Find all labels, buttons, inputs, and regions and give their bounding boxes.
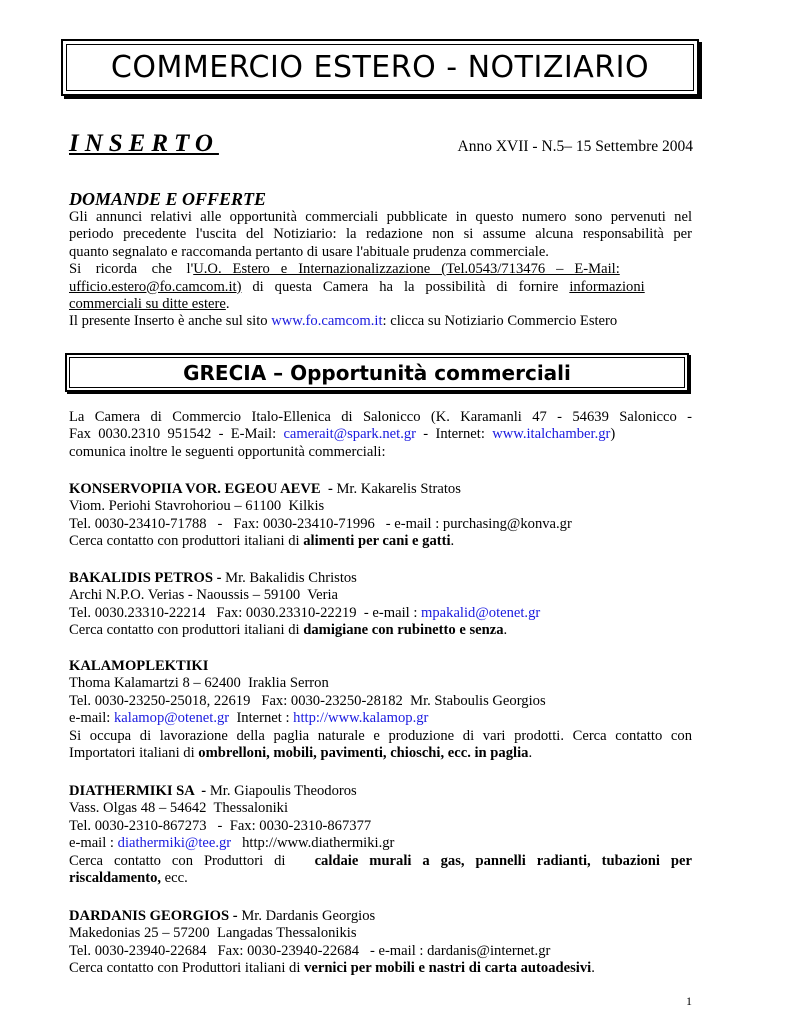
product: alimenti per cani e gatti: [303, 533, 451, 550]
company-contact: Mr. Dardanis Georgios: [241, 908, 376, 924]
website-link[interactable]: http://www.kalamop.gr: [293, 710, 429, 727]
chamber-website-link[interactable]: www.italchamber.gr: [492, 426, 611, 443]
intro-line: [69, 426, 692, 443]
text: Il presente Inserto è anche sul sito: [69, 313, 272, 330]
company-heading: [69, 481, 692, 498]
text: Cerca contatto con Produttori di: [69, 852, 297, 869]
company-contact: Mr. Bakalidis Christos: [225, 570, 357, 586]
insert-title: INSERTO: [69, 130, 219, 157]
text: Fax 0030.2310 951542 - E-Mail:: [69, 426, 284, 443]
company-email: [69, 835, 692, 852]
text: e-mail:: [69, 710, 114, 727]
text: .: [503, 622, 508, 639]
company-phone: Tel. 0030-23250-25018, 22619 Fax: 0030-23250-28182 Mr. Staboulis Georgios: [69, 692, 546, 709]
page-number: 1: [686, 994, 692, 1008]
text: Importatori italiani di: [69, 744, 199, 761]
company-entry: [69, 570, 692, 640]
text: .: [450, 533, 455, 550]
text: Cerca contatto con produttori italiani di: [69, 533, 304, 550]
intro-line: Gli annunci relativi alle opportunità commerciali pubblicate in questo numero sono pervenuti nel: [69, 209, 692, 225]
product: caldaie murali a gas, pannelli radianti, tubazioni per: [314, 852, 692, 869]
company-entry: [69, 908, 692, 978]
text: Cerca contatto con Produttori italiani di: [69, 960, 305, 977]
company-phone: Tel. 0030-23410-71788 - Fax: 0030-23410-71996 - e-mail : purchasing@konva.gr: [69, 515, 572, 532]
company-request: [69, 745, 692, 762]
intro-line: quanto segnalato e raccomanda pertanto di usare l'abituale prudenza commerciale.: [69, 243, 549, 260]
company-description: Si occupa di lavorazione della paglia naturale e produzione di vari prodotti. Cerca contatto con: [69, 727, 692, 744]
website-line: [69, 313, 692, 330]
company-contact: Mr. Kakarelis Stratos: [336, 481, 461, 497]
text: e-mail :: [69, 835, 118, 852]
company-phone: Tel. 0030-23940-22684 Fax: 0030-23940-22684 - e-mail : dardanis@internet.gr: [69, 942, 551, 959]
text: : clicca su Notiziario Commercio Estero: [382, 313, 618, 330]
company-phone: Tel. 0030-2310-867273 - Fax: 0030-2310-867377: [69, 817, 372, 834]
website-link[interactable]: www.fo.camcom.it: [271, 313, 383, 330]
text: .: [225, 295, 230, 312]
office-reference: U.O. Estero e Internazionalizzazione (Tel.0543/713476 – E-Mail:: [193, 261, 620, 278]
greece-banner: [65, 353, 689, 392]
product: vernici per mobili e nastri di carta autoadesivi: [304, 960, 592, 977]
company-request: [69, 622, 692, 639]
company-request: [69, 533, 692, 550]
company-request: [69, 870, 692, 887]
intro-line: periodo precedente l'uscita del Notiziario: la redazione non si assume alcuna responsabilità per: [69, 226, 692, 243]
text: Internet :: [229, 710, 294, 727]
company-entry: [69, 481, 692, 551]
contact-office-line: [69, 296, 692, 313]
text: http://www.diathermiki.gr: [231, 835, 395, 852]
newsletter-title: COMMERCIO ESTERO - NOTIZIARIO: [110, 50, 650, 85]
insert-header: [69, 130, 693, 162]
company-contact: Mr. Giapoulis Theodoros: [209, 783, 357, 799]
text: - Internet:: [416, 426, 493, 443]
greece-title: GRECIA – Opportunità commerciali: [183, 360, 571, 385]
company-email: [69, 710, 692, 727]
text: .: [591, 960, 595, 977]
email-link[interactable]: diathermiki@tee.gr: [117, 835, 232, 852]
company-name: KALAMOPLEKTIKI: [69, 658, 209, 674]
company-address: Makedonias 25 – 57200 Langadas Thessalonikis: [69, 925, 357, 942]
text: Cerca contatto con produttori italiani di: [69, 622, 304, 639]
company-name: BAKALIDIS PETROS -: [69, 570, 226, 586]
greece-intro: [69, 409, 692, 461]
newsletter-banner: [61, 39, 699, 96]
company-heading: [69, 570, 692, 587]
text: Tel. 0030.23310-22214 Fax: 0030.23310-22219 - e-mail :: [69, 604, 422, 621]
section-title: DOMANDE E OFFERTE: [69, 189, 267, 209]
product: damigiane con rubinetto e senza: [303, 622, 504, 639]
office-email[interactable]: ufficio.estero@fo.camcom.it): [69, 278, 242, 295]
contact-office-line: [69, 279, 692, 296]
info-link[interactable]: informazioni: [569, 278, 645, 295]
contact-office-line: [69, 261, 692, 278]
company-heading: [69, 658, 692, 675]
company-heading: [69, 908, 692, 925]
text: Si ricorda che l': [69, 261, 194, 278]
info-link[interactable]: commerciali su ditte estere: [69, 295, 226, 312]
company-phone: [69, 605, 692, 622]
company-request: [69, 960, 692, 977]
text: ): [610, 426, 616, 443]
company-name: DARDANIS GEORGIOS -: [69, 908, 242, 924]
intro-paragraph: [69, 209, 692, 331]
issue-info: Anno XVII - N.5– 15 Settembre 2004: [457, 138, 693, 155]
intro-line: La Camera di Commercio Italo-Ellenica di Salonicco (K. Karamanli 47 - 54639 Salonicco -: [69, 409, 692, 425]
text: di questa Camera ha la possibilità di fornire: [241, 278, 570, 295]
company-request: [69, 853, 692, 870]
intro-line: comunica inoltre le seguenti opportunità commerciali:: [69, 443, 386, 460]
company-address: Viom. Periohi Stavrohoriou – 61100 Kilkis: [69, 498, 325, 515]
email-link[interactable]: mpakalid@otenet.gr: [421, 604, 541, 621]
product: ombrelloni, mobili, pavimenti, chioschi, ecc. in paglia: [198, 744, 529, 761]
chamber-email-link[interactable]: camerait@spark.net.gr: [283, 426, 416, 443]
product: riscaldamento,: [69, 869, 162, 886]
company-address: Thoma Kalamartzi 8 – 62400 Iraklia Serron: [69, 675, 329, 692]
company-entry: [69, 658, 692, 762]
company-address: Vass. Olgas 48 – 54642 Thessaloniki: [69, 800, 289, 817]
company-name: KONSERVOPIIA VOR. EGEOU AEVE -: [69, 481, 337, 497]
company-heading: [69, 783, 692, 800]
email-link[interactable]: kalamop@otenet.gr: [113, 710, 230, 727]
text: .: [528, 744, 533, 761]
text: ecc.: [161, 869, 188, 886]
company-name: DIATHERMIKI SA -: [69, 783, 210, 799]
company-entry: [69, 783, 692, 887]
company-address: Archi N.P.O. Verias - Naoussis – 59100 Veria: [69, 587, 339, 604]
